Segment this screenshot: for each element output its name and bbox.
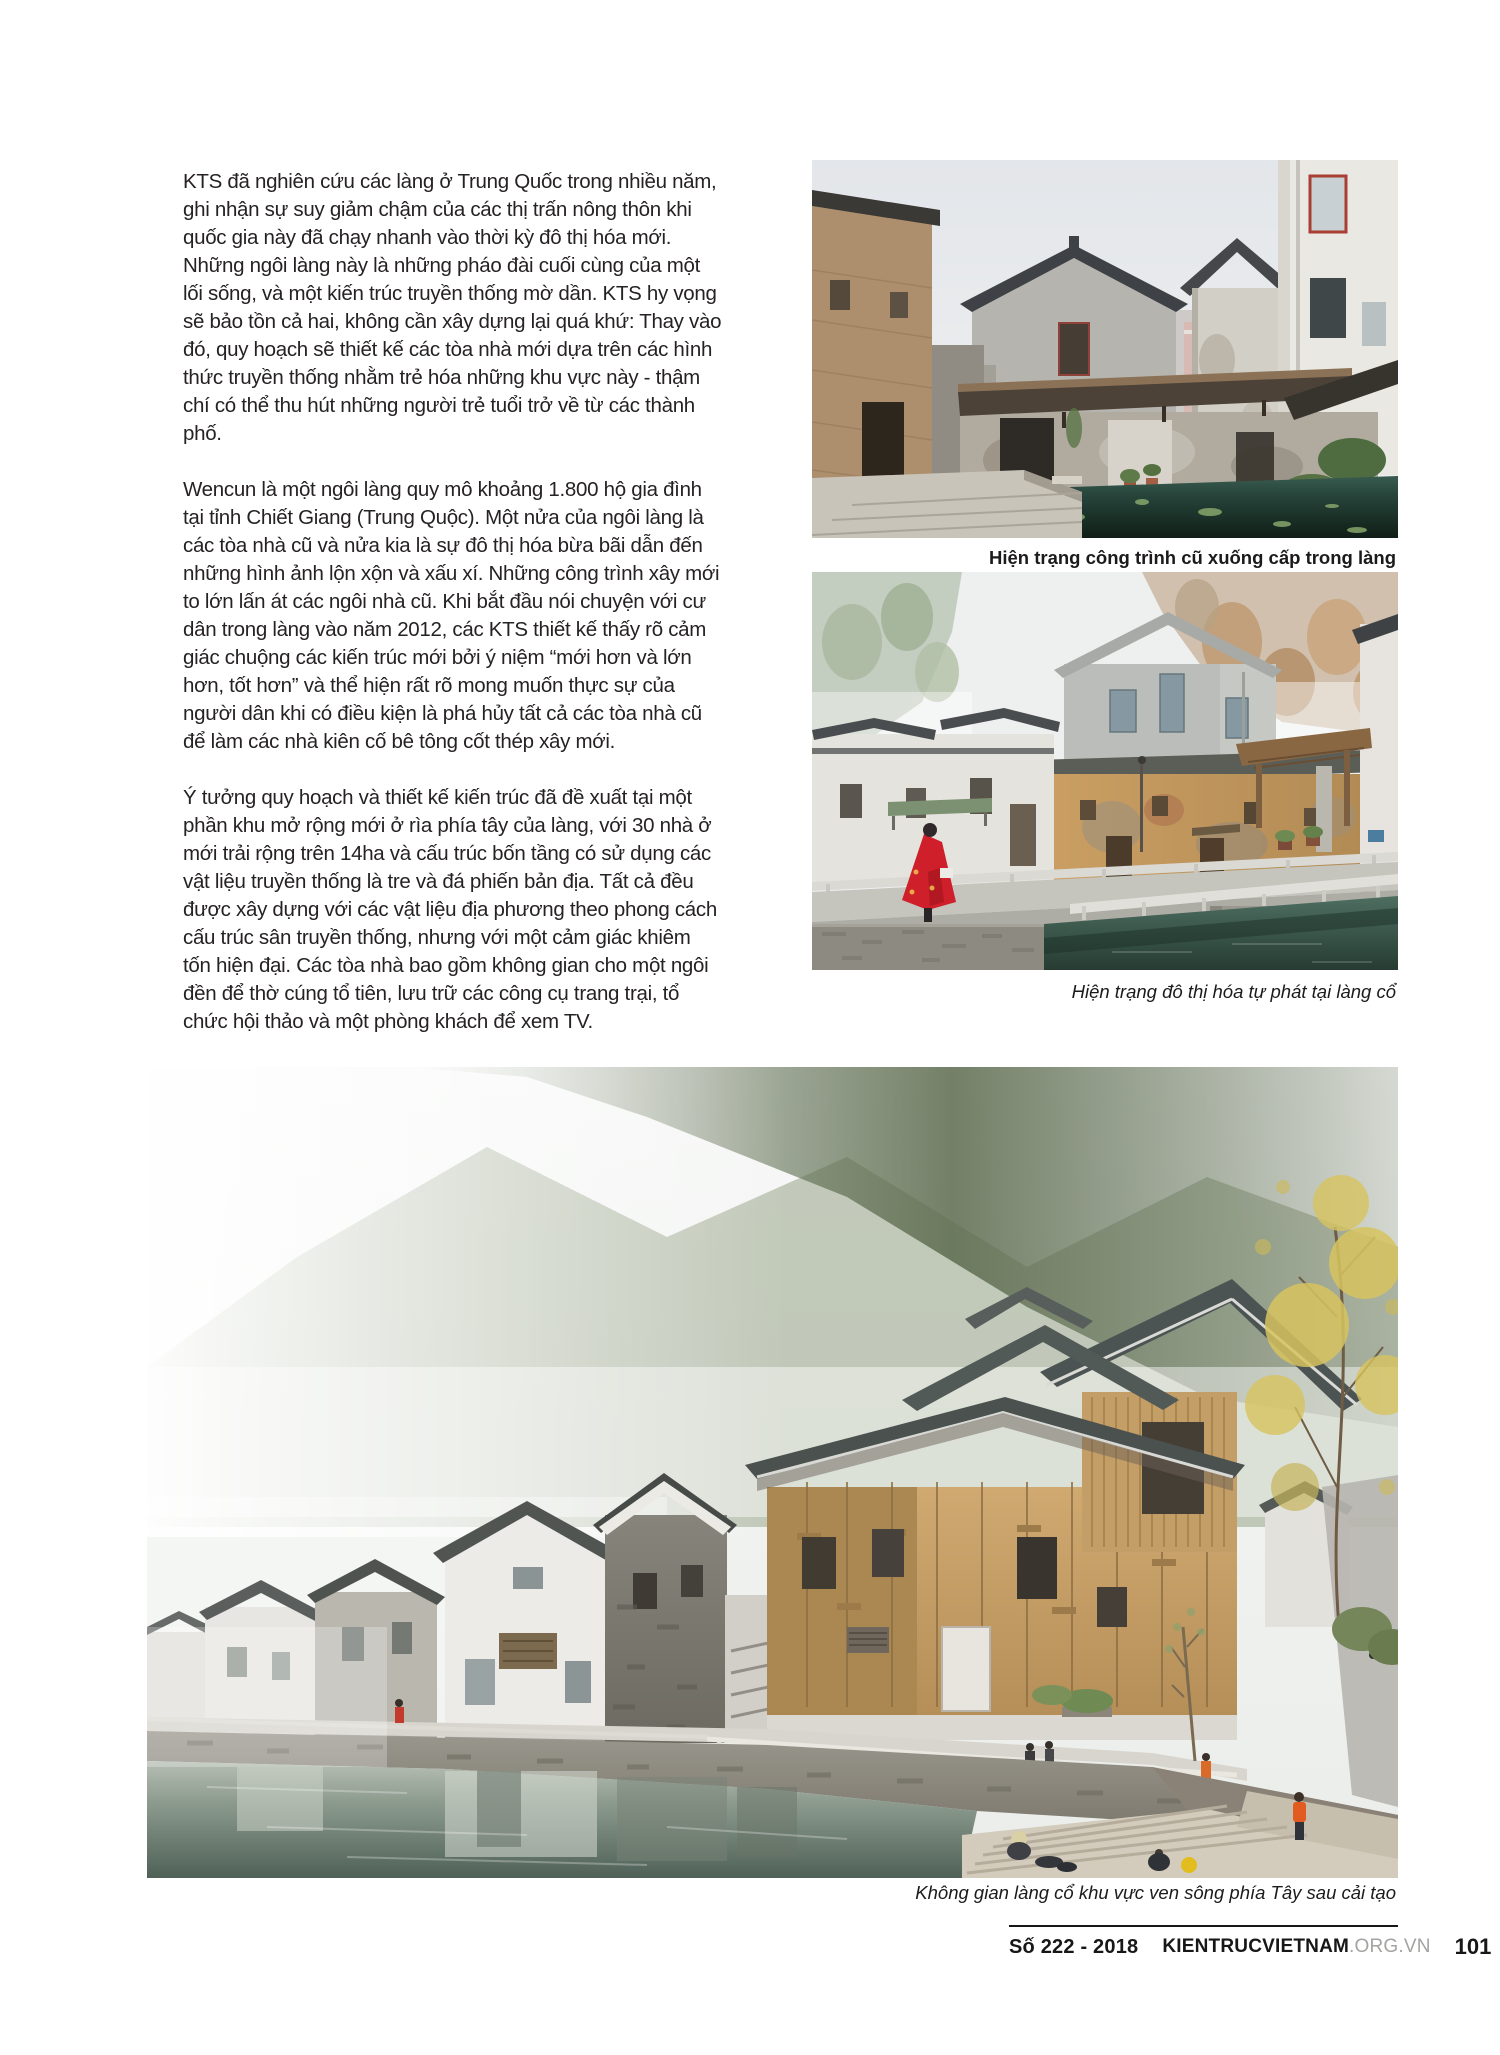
photo2-caption: Hiện trạng đô thị hóa tự phát tại làng cổ [1071,981,1396,1002]
issue-number: Số 222 - 2018 [1009,1935,1139,1958]
article-paragraph: KTS đã nghiên cứu các làng ở Trung Quốc trong nhiều năm, ghi nhận sự suy giảm chậm của các thị trấn nông thôn khi quốc gia này đã chạy nhanh vào thời kỳ đô thị hóa mới. Những ngôi làng này là những pháo đài cuối cùng của một lối sống, và một kiến trúc truyền thống mờ dần. KTS hy vọng sẽ bảo tồn cả hai, không cần xây dựng lại quá khứ: Thay vào đó, quy hoạch sẽ thiết kế các tòa nhà mới dựa trên các hình thức truyền thống nhằm trẻ hóa những khu vực này - thậm chí có thể thu hút những người trẻ tuổi trở về từ các thành phố. [183,170,722,445]
photo3-caption: Không gian làng cổ khu vực ven sông phía Tây sau cải tạo [915,1882,1396,1903]
page-number: 101 [1454,1934,1492,1959]
photo-old-degraded-buildings [812,160,1398,538]
concrete-path [812,470,1082,538]
magazine-website [1162,1936,1430,1958]
article-paragraph: Wencun là một ngôi làng quy mô khoảng 1.800 hộ gia đình tại tỉnh Chiết Giang (Trung Quộc). Một nửa của ngôi làng là các tòa nhà cũ và nửa kia là sự đô thị hóa bừa bãi dẫn đến những hình ảnh lộn xộn và xấu xí. Những công trình xây mới to lớn lấn át các ngôi nhà cũ. Khi bắt đầu nói chuyện với cư dân trong làng vào năm 2012, các KTS thiết kế thấy rõ cảm giác chuộng các kiến trúc mới bởi ý niệm “mới hơn và lớn hơn, tốt hơn” và thể hiện rất rõ mong muốn thực sự của người dân khi có điều kiện là phá hủy tất cả các tòa nhà cũ để làm các nhà kiên cố bê tông cốt thép xây mới. [183,478,720,753]
article-text-column [183,168,723,1064]
website-domain: .ORG.VN [1349,1936,1431,1957]
photo2-illustration [812,572,1398,970]
photo1-caption: Hiện trạng công trình cũ xuống cấp trong làng [989,547,1396,568]
foreground-mist [147,1627,387,1767]
article-paragraph: Ý tưởng quy hoạch và thiết kế kiến trúc đã đề xuất tại một phần khu mở rộng mới ở rìa phía tây của làng, với 30 nhà ở mới trải rộng trên 14ha và cấu trúc bốn tầng có sử dụng các vật liệu truyền thống là tre và đá phiến bản địa. Tất cả đều được xây dựng với các vật liệu địa phương theo phong cách cấu trúc sân truyền thống, nhưng với một cảm giác khiêm tốn hiện đại. Các tòa nhà bao gồm không gian cho một ngôi đền để thờ cúng tổ tiên, lưu trữ các công cụ trang trại, tổ chức hội thảo và một phòng khách để xem TV. [183,786,717,1033]
photo1-illustration [812,160,1398,538]
website-name: KIENTRUCVIETNAM [1162,1936,1350,1957]
photo3-illustration [147,1067,1398,1878]
photo-spontaneous-urbanization [812,572,1398,970]
page-footer [1009,1925,1492,1961]
stone-embankment [812,924,1044,970]
photo-renovated-riverside-village [147,1067,1398,1878]
